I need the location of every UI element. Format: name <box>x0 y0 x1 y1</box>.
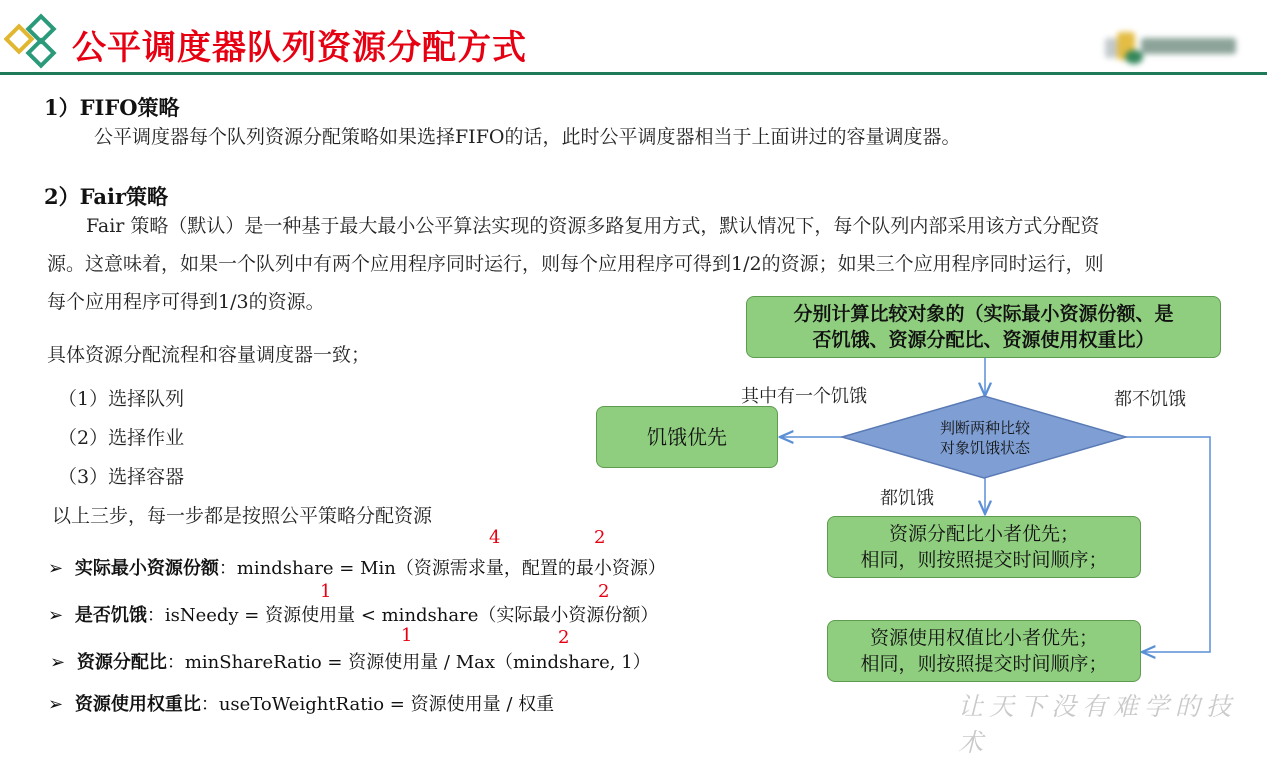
bullet-colon: ： <box>166 652 185 673</box>
section2-heading: 2）Fair策略 <box>44 184 169 209</box>
none-hungry-box <box>827 620 1141 682</box>
bullet-marker: ➢ <box>48 605 64 626</box>
bullet-formula: useToWeightRatio = 资源使用量 / 权重 <box>218 694 555 715</box>
both-hungry-line1: 资源分配比小者优先； <box>888 523 1079 545</box>
section2-line1: Fair 策略（默认）是一种基于最大最小公平算法实现的资源多路复用方式，默认情况下，每个队列内部采用该方式分配资 <box>86 215 1100 237</box>
step-item: （3）选择容器 <box>58 466 185 488</box>
decision-line2: 对象饥饿状态 <box>939 439 1030 457</box>
step-item: （1）选择队列 <box>58 388 185 410</box>
section1-heading: 1）FIFO策略 <box>44 95 180 120</box>
section2-line3: 每个应用程序可得到1/3的资源。 <box>47 291 325 313</box>
bullet-colon: ： <box>218 558 237 579</box>
steps-summary: 以上三步，每一步都是按照公平策略分配资源 <box>52 505 433 527</box>
page-title: 公平调度器队列资源分配方式 <box>72 28 527 68</box>
annotation: 1 <box>320 581 332 602</box>
step-item: （2）选择作业 <box>58 427 185 449</box>
bullet-term: 是否饥饿 <box>74 605 147 626</box>
bullet-marker: ➢ <box>48 558 64 579</box>
both-hungry-box <box>827 516 1141 578</box>
both-hungry-line2: 相同，则按照提交时间顺序； <box>860 549 1108 571</box>
flow-intro: 具体资源分配流程和容量调度器一致； <box>47 344 371 366</box>
none-hungry-line2: 相同，则按照提交时间顺序； <box>860 653 1108 675</box>
watermark: 让天下没有难学的技术 <box>958 692 1238 757</box>
annotation: 2 <box>558 627 570 648</box>
annotation: 2 <box>598 581 610 602</box>
bullet-colon: ： <box>200 694 219 715</box>
compare-box-line2: 否饥饿、资源分配比、资源使用权重比） <box>812 329 1155 351</box>
section2-line2: 源。这意味着，如果一个队列中有两个应用程序同时运行，则每个应用程序可得到1/2的资源；如果三个应用程序同时运行，则 <box>47 253 1104 275</box>
annotation: 4 <box>489 527 501 548</box>
bullet-term: 资源分配比 <box>76 652 167 673</box>
annotation: 2 <box>594 527 606 548</box>
none-hungry-line1: 资源使用权值比小者优先； <box>869 627 1098 649</box>
decision-line1: 判断两种比较 <box>939 419 1030 437</box>
section1-text: 公平调度器每个队列资源分配策略如果选择FIFO的话，此时公平调度器相当于上面讲过的容量调度器。 <box>94 126 961 148</box>
compare-objects-box <box>746 296 1221 358</box>
compare-box-line1: 分别计算比较对象的（实际最小资源份额、是 <box>793 303 1174 325</box>
bullet-term: 资源使用权重比 <box>74 694 201 715</box>
annotation: 1 <box>401 625 413 646</box>
decision-text <box>900 418 1070 458</box>
bullet-formula: minShareRatio = 资源使用量 / Max（mindshare, 1） <box>184 652 651 673</box>
bullet-colon: ： <box>146 605 165 626</box>
label-one-hungry: 其中有一个饥饿 <box>741 386 867 407</box>
bullet-marker: ➢ <box>48 694 64 715</box>
bullet-marker: ➢ <box>50 652 66 673</box>
bullet-term: 实际最小资源份额 <box>74 558 219 579</box>
hungry-priority-box: 饥饿优先 <box>596 406 778 468</box>
bullet-formula: isNeedy = 资源使用量 < mindshare（实际最小资源份额） <box>164 605 659 626</box>
label-none-hungry: 都不饥饿 <box>1114 389 1186 410</box>
label-both-hungry: 都饥饿 <box>880 488 934 509</box>
bullet-formula: mindshare = Min（资源需求量，配置的最小资源） <box>236 558 666 579</box>
